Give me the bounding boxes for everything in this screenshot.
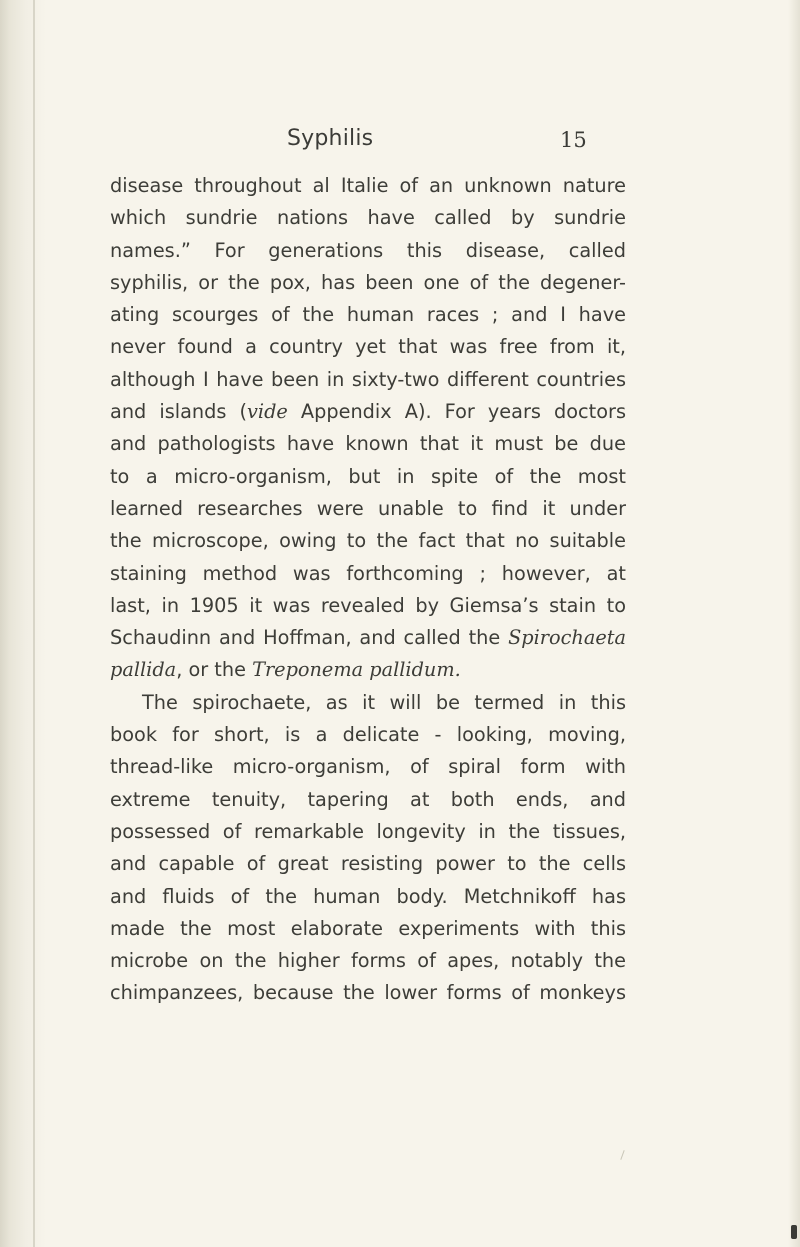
text-line: staining method was forthcoming ; however, at [110,561,626,585]
italic-term: Treponema pallidum. [252,658,461,682]
text-line: The spirochaete, as it will be termed in this [142,690,626,714]
page-edge-shadow [788,0,800,1247]
text-line [110,396,626,428]
body-text [110,170,626,1010]
page-number: 15 [560,128,587,152]
italic-term: pallida [110,658,177,682]
text-line: names.” For generations this disease, called [110,238,626,262]
text-run: , or the [176,658,253,682]
text-line: and pathologists have known that it must be due [110,432,626,456]
text-line: the microscope, owing to the fact that no suitable [110,529,626,553]
text-line: microbe on the higher forms of apes, notably the [110,949,626,973]
text-line [110,654,626,686]
text-run: and islands ( [110,400,248,424]
page-header [0,126,800,166]
text-line: book for short, is a delicate - looking, moving, [110,723,626,747]
running-head: Syphilis [287,126,374,151]
text-line: possessed of remarkable longevity in the tissues, [110,819,626,843]
italic-term: vide [247,400,288,424]
text-line: although I have been in sixty-two different countries [110,367,626,391]
text-line: syphilis, or the pox, has been one of the degener- [110,270,626,294]
italic-term: Spirochaeta [508,626,626,650]
text-run: Appendix A). For years doctors [287,400,626,424]
text-line: disease throughout al Italie of an unknown nature [110,174,626,197]
binding-gutter [0,0,46,1247]
text-line: last, in 1905 it was revealed by Giemsa’s stain to [110,593,626,617]
text-line: thread-like micro-organism, of spiral form with [110,755,626,779]
text-line: and fluids of the human body. Metchnikoff has [110,884,626,908]
text-line: chimpanzees, because the lower forms of monkeys [110,981,626,1005]
text-run: Schaudinn and Hoffman, and called the [110,626,509,650]
text-line: learned researches were unable to find it under [110,496,626,520]
text-line: never found a country yet that was free from it, [110,335,626,359]
text-line: extreme tenuity, tapering at both ends, and [110,787,626,811]
text-line: ating scourges of the human races ; and I have [110,303,626,327]
text-line [110,622,626,654]
text-line: and capable of great resisting power to the cells [110,852,626,876]
text-line: which sundrie nations have called by sundrie [110,206,626,230]
paper-speck [620,1150,624,1160]
text-line: made the most elaborate experiments with this [110,916,626,940]
binding-crease [33,0,35,1247]
scan-corner-mark [791,1225,797,1239]
text-line: to a micro-organism, but in spite of the most [110,464,626,488]
